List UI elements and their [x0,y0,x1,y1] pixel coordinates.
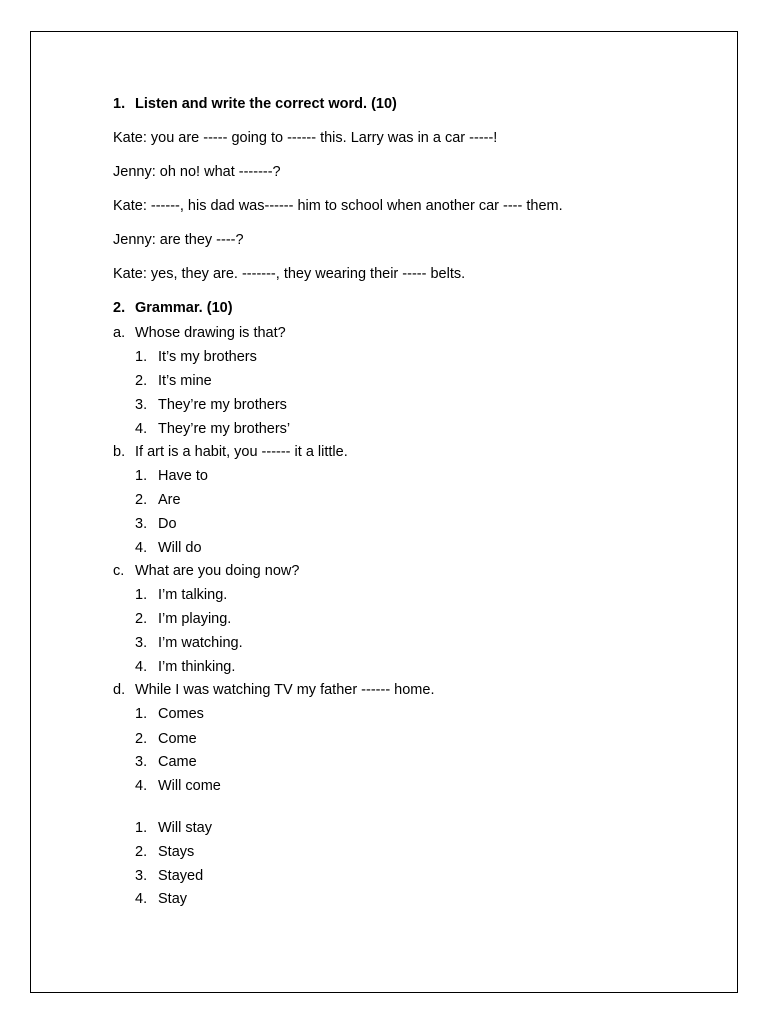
option-text: I’m playing. [158,611,232,627]
option-text: Are [158,492,181,508]
question-text: What are you doing now? [135,563,300,579]
section1-number: 1. [113,96,126,112]
section1-title: Listen and write the correct word. (10) [135,96,397,112]
option-number: 1. [135,587,148,603]
option-text: Do [158,516,177,532]
option-number: 1. [135,468,148,484]
option-number: 2. [135,844,148,860]
section2-number: 2. [113,300,126,316]
dialogue-line: Kate: ------, his dad was------ him to school when another car ---- them. [113,198,563,214]
option-number: 3. [135,868,148,884]
option-text: Have to [158,468,208,484]
option-text: It’s mine [158,373,212,389]
dialogue-line: Kate: yes, they are. -------, they wearing their ----- belts. [113,266,466,282]
option-number: 2. [135,373,148,389]
section2-title: Grammar. (10) [135,300,233,316]
question-text: If art is a habit, you ------ it a little. [135,444,348,460]
option-number: 1. [135,820,148,836]
option-number: 4. [135,540,148,556]
option-text: Stayed [158,868,204,884]
option-text: Will stay [158,820,212,836]
question-letter: a. [113,325,126,341]
option-number: 4. [135,421,148,437]
option-number: 3. [135,397,148,413]
option-number: 2. [135,492,148,508]
option-number: 2. [135,731,148,747]
option-text: I’m talking. [158,587,228,603]
option-text: Came [158,754,197,770]
option-number: 1. [135,706,148,722]
option-text: Stay [158,891,188,907]
option-text: They’re my brothers’ [158,421,291,437]
question-letter: c. [113,563,125,579]
option-text: Stays [158,844,195,860]
option-text: I’m watching. [158,635,243,651]
option-text: It’s my brothers [158,349,257,365]
option-number: 2. [135,611,148,627]
option-number: 1. [135,349,148,365]
question-letter: d. [113,682,126,698]
option-number: 3. [135,516,148,532]
question-text: Whose drawing is that? [135,325,286,341]
option-text: Comes [158,706,204,722]
option-text: Come [158,731,197,747]
option-number: 4. [135,659,148,675]
dialogue-line: Jenny: oh no! what -------? [113,164,281,180]
option-text: They’re my brothers [158,397,287,413]
question-text: While I was watching TV my father ------ home. [135,682,435,698]
option-text: I’m thinking. [158,659,236,675]
question-letter: b. [113,444,126,460]
option-number: 3. [135,635,148,651]
dialogue-line: Jenny: are they ----? [113,232,244,248]
option-text: Will do [158,540,202,556]
option-text: Will come [158,778,221,794]
option-number: 3. [135,754,148,770]
option-number: 4. [135,778,148,794]
dialogue-line: Kate: you are ----- going to ------ this. Larry was in a car -----! [113,130,498,146]
option-number: 4. [135,891,148,907]
